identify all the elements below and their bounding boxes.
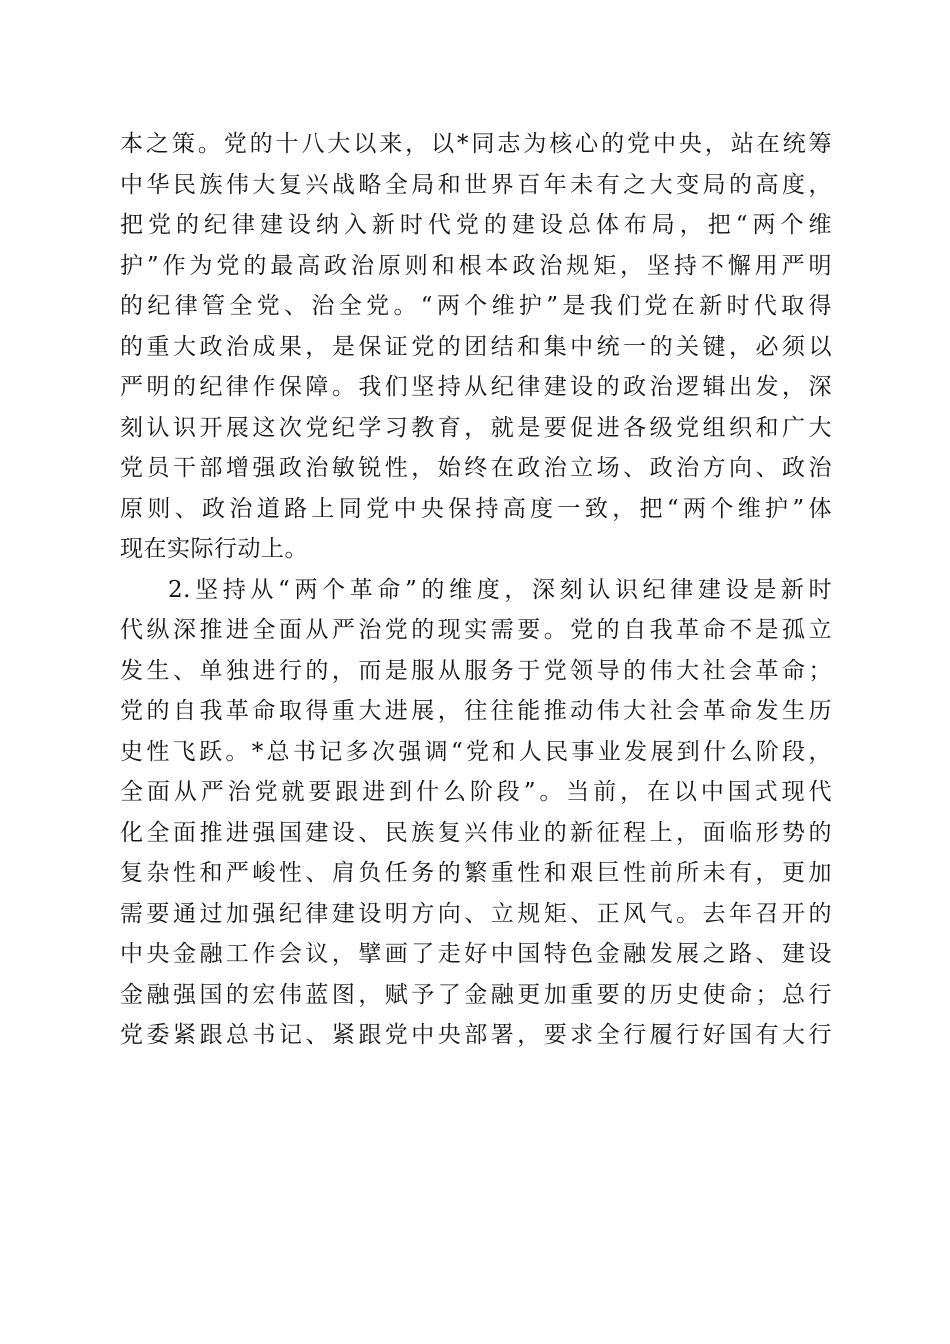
text-line: 复杂性和严峻性、肩负任务的繁重性和艰巨性前所未有，更加 (120, 860, 832, 886)
text-line: 中华民族伟大复兴战略全局和世界百年未有之大变局的高度， (120, 171, 832, 198)
text-line: 化全面推进强国建设、民族复兴伟业的新征程上，面临形势的 (120, 819, 832, 846)
paragraph-first-line: 2.坚持从“两个革命”的维度，深刻认识纪律建设是新时 (168, 576, 832, 603)
text-line: 原则、政治道路上同党中央保持高度一致，把“两个维护”体 (120, 495, 832, 522)
text-line: 把党的纪律建设纳入新时代党的建设总体布局，把“两个维 (120, 212, 832, 238)
text-line: 代纵深推进全面从严治党的现实需要。党的自我革命不是孤立 (120, 617, 832, 643)
text-line: 的纪律管全党、治全党。“两个维护”是我们党在新时代取得 (120, 293, 832, 319)
text-line: 本之策。党的十八大以来，以*同志为核心的党中央，站在统筹 (120, 131, 832, 157)
text-line: 党委紧跟总书记、紧跟党中央部署，要求全行履行好国有大行 (120, 1022, 832, 1048)
text-line: 金融强国的宏伟蓝图，赋予了金融更加重要的历史使命；总行 (120, 981, 832, 1008)
text-line: 党员干部增强政治敏锐性，始终在政治立场、政治方向、政治 (120, 455, 832, 481)
text-line: 刻认识开展这次党纪学习教育，就是要促进各级党组织和广大 (120, 414, 832, 441)
text-line: 中央金融工作会议，擘画了走好中国特色金融发展之路、建设 (120, 941, 832, 967)
text-line: 的重大政治成果，是保证党的团结和集中统一的关键，必须以 (120, 333, 832, 360)
text-line: 严明的纪律作保障。我们坚持从纪律建设的政治逻辑出发，深 (120, 374, 832, 400)
text-line: 党的自我革命取得重大进展，往往能推动伟大社会革命发生历 (120, 698, 832, 724)
paragraph-end-line: 现在实际行动上。 (120, 536, 308, 562)
text-line: 发生、单独进行的，而是服从服务于党领导的伟大社会革命； (120, 657, 832, 684)
text-line: 护”作为党的最高政治原则和根本政治规矩，坚持不懈用严明 (120, 252, 832, 279)
body-text (120, 124, 832, 1056)
text-line: 史性飞跃。*总书记多次强调“党和人民事业发展到什么阶段， (120, 738, 832, 765)
text-line: 全面从严治党就要跟进到什么阶段”。当前，在以中国式现代 (120, 779, 832, 805)
text-line: 需要通过加强纪律建设明方向、立规矩、正风气。去年召开的 (120, 900, 832, 927)
